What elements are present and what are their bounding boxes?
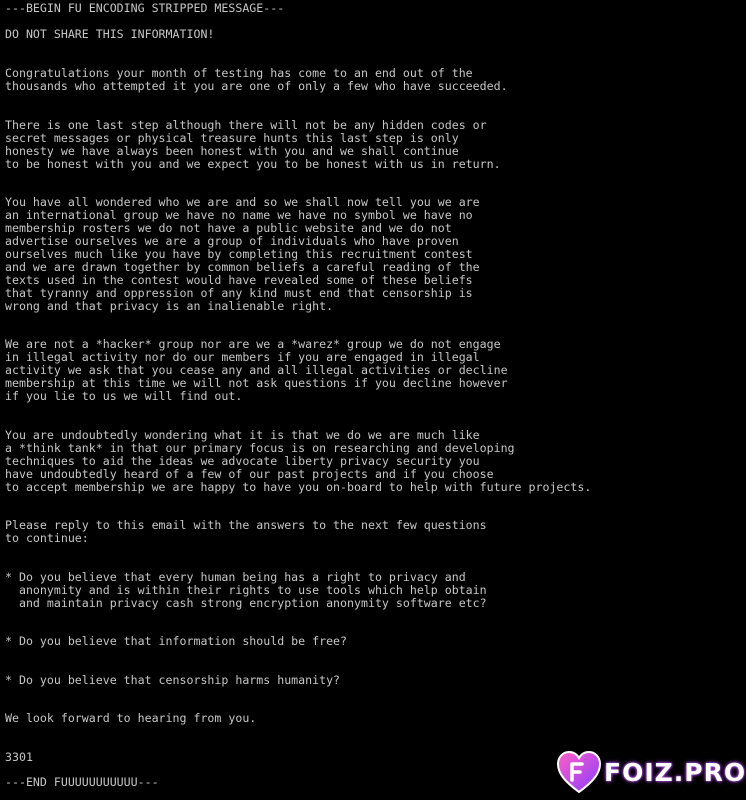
paragraph-4-line: activity we ask that you cease any and all illegal activities or decline [5,363,508,377]
paragraph-3-line: and we are drawn together by common beliefs a careful reading of the [5,260,480,274]
paragraph-3-line: ourselves much like you have by completing this recruitment contest [5,247,473,261]
message-header: ---BEGIN FU ENCODING STRIPPED MESSAGE--- [5,1,285,15]
paragraph-3-line: an international group we have no name we have no symbol we have no [5,208,473,222]
paragraph-3-line: You have all wondered who we are and so we shall now tell you we are [5,195,480,209]
paragraph-2-line: There is one last step although there will not be any hidden codes or [5,118,487,132]
heart-logo-icon [556,750,602,796]
paragraph-5-line: to accept membership we are happy to have you on-board to help with future projects. [5,480,592,494]
paragraph-6-line: to continue: [5,531,89,545]
message-footer: ---END FUUUUUUUUUUU--- [5,775,159,789]
question-3: * Do you believe that censorship harms humanity? [5,673,341,687]
question-1-line: * Do you believe that every human being has a right to privacy and [5,570,466,584]
paragraph-3-line: that tyranny and oppression of any kind must end that censorship is [5,286,473,300]
paragraph-4-line: if you lie to us we will find out. [5,389,243,403]
paragraph-6-line: Please reply to this email with the answers to the next few questions [5,518,487,532]
watermark-logo [556,750,746,798]
paragraph-1-line: thousands who attempted it you are one of only a few who have succeeded. [5,79,508,93]
question-1-line: and maintain privacy cash strong encryption anonymity software etc? [5,596,487,610]
message-text-area [5,0,691,800]
question-2: * Do you believe that information should be free? [5,634,348,648]
paragraph-5-line: have undoubtedly heard of a few of our past projects and if you choose [5,467,494,481]
paragraph-3-line: membership rosters we do not have a public website and we do not [5,221,452,235]
paragraph-4-line: in illegal activity nor do our members if you are engaged in illegal [5,350,480,364]
paragraph-3-line: advertise ourselves we are a group of individuals who have proven [5,234,459,248]
paragraph-2-line: honesty we have always been honest with you and we shall continue [5,144,459,158]
paragraph-1-line: Congratulations your month of testing has come to an end out of the [5,66,473,80]
signature: 3301 [5,750,33,764]
paragraph-2-line: to be honest with you and we expect you to be honest with us in return. [5,157,501,171]
closing-line: We look forward to hearing from you. [5,711,257,725]
warning-line: DO NOT SHARE THIS INFORMATION! [5,27,215,41]
paragraph-3-line: wrong and that privacy is an inalienable right. [5,299,334,313]
paragraph-2-line: secret messages or physical treasure hunts this last step is only [5,131,459,145]
paragraph-5-line: You are undoubtedly wondering what it is that we do we are much like [5,428,480,442]
paragraph-4-line: membership at this time we will not ask questions if you decline however [5,376,508,390]
paragraph-4-line: We are not a *hacker* group nor are we a *warez* group we do not engage [5,337,501,351]
question-1-line: anonymity and is within their rights to use tools which help obtain [5,583,487,597]
paragraph-5-line: a *think tank* in that our primary focus is on researching and developing [5,441,515,455]
paragraph-3-line: texts used in the contest would have revealed some of these beliefs [5,273,473,287]
paragraph-5-line: techniques to aid the ideas we advocate liberty privacy security you [5,454,480,468]
watermark-text: FOIZ.PRO [604,758,746,787]
